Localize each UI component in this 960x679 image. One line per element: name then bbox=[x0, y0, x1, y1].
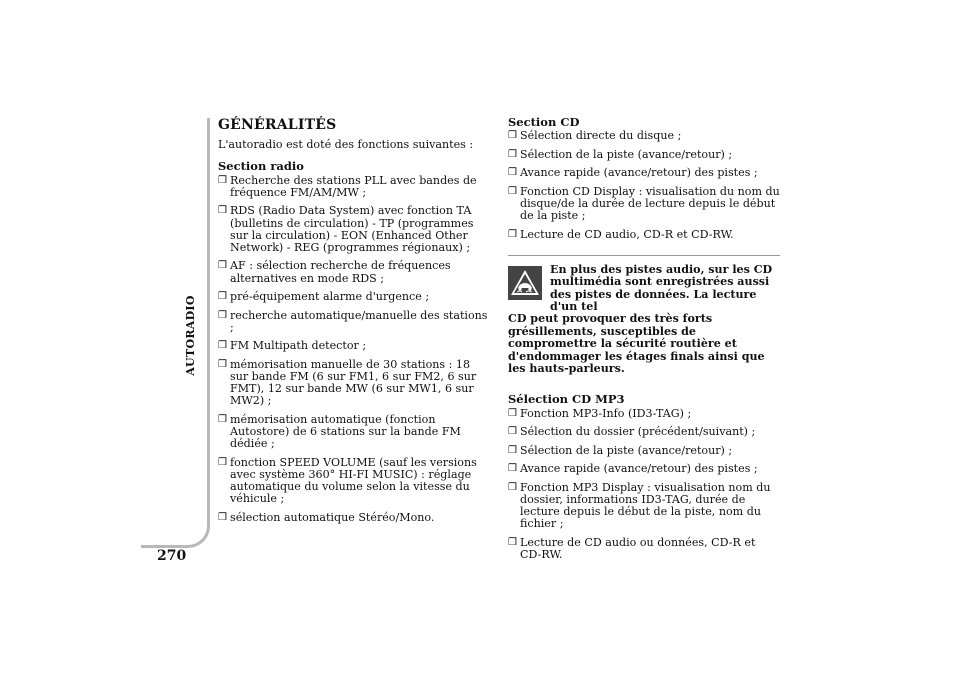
list-item: ❒ Avance rapide (avance/retour) des pistes ; bbox=[508, 166, 758, 180]
checkbox-bullet-icon: ❒ bbox=[508, 463, 517, 475]
checkbox-bullet-icon: ❒ bbox=[218, 511, 227, 523]
checkbox-bullet-icon: ❒ bbox=[508, 444, 517, 456]
cd-heading: Section CD bbox=[508, 115, 580, 129]
list-item: ❒ Sélection de la piste (avance/retour) ; bbox=[508, 147, 733, 161]
checkbox-bullet-icon: ❒ bbox=[218, 260, 227, 272]
cd-list bbox=[508, 130, 780, 241]
list-item: ❒ Fonction MP3 Display : visualisation nom du dossier, informations ID3-TAG, durée de lecture depuis le début de la piste, nom du fichier ; bbox=[508, 480, 771, 531]
warning-box bbox=[508, 264, 780, 376]
checkbox-bullet-icon: ❒ bbox=[218, 413, 227, 425]
checkbox-bullet-icon: ❒ bbox=[508, 167, 517, 179]
radio-heading: Section radio bbox=[218, 159, 304, 174]
checkbox-bullet-icon: ❒ bbox=[218, 358, 227, 370]
checkbox-bullet-icon: ❒ bbox=[218, 309, 227, 321]
mp3-heading: Sélection CD MP3 bbox=[508, 392, 625, 407]
list-item: ❒ Recherche des stations PLL avec bandes de fréquence FM/AM/MW ; bbox=[218, 173, 477, 199]
list-item: ❒ Sélection du dossier (précédent/suivant) ; bbox=[508, 425, 756, 439]
list-item: ❒ RDS (Radio Data System) avec fonction TA (bulletins de circulation) - TP (programmes sur la circulation) - EON (Enhanced Other Network) - REG (programmes régionaux) ; bbox=[218, 204, 474, 254]
checkbox-bullet-icon: ❒ bbox=[508, 130, 517, 142]
list-item: ❒ Fonction CD Display : visualisation du nom du disque/de la durée de lecture depuis le début de la piste ; bbox=[508, 184, 780, 223]
list-item: ❒ fonction SPEED VOLUME (sauf les versions avec système 360° HI-FI MUSIC) : réglage automatique du volume selon la vitesse du véhicule ; bbox=[218, 455, 477, 506]
warning-lead-text: En plus des pistes audio, sur les CD multimédia sont enregistrées aussi des pistes de données. La lecture d'un tel bbox=[550, 262, 773, 314]
warning-rest-text: CD peut provoquer des très forts grésillements, susceptibles de compromettre la sécurité routière et d'endommager les étages finals ainsi que les hauts-parleurs. bbox=[508, 312, 765, 376]
checkbox-bullet-icon: ❒ bbox=[508, 481, 517, 493]
checkbox-bullet-icon: ❒ bbox=[508, 426, 517, 438]
list-item: ❒ AF : sélection recherche de fréquences alternatives en mode RDS ; bbox=[218, 259, 451, 285]
list-item: ❒ Avance rapide (avance/retour) des pistes ; bbox=[508, 462, 758, 476]
section-tab bbox=[178, 270, 202, 400]
checkbox-bullet-icon: ❒ bbox=[218, 340, 227, 352]
list-item: ❒ Sélection de la piste (avance/retour) ; bbox=[508, 443, 733, 457]
mp3-list bbox=[508, 408, 780, 562]
checkbox-bullet-icon: ❒ bbox=[508, 536, 517, 548]
checkbox-bullet-icon: ❒ bbox=[218, 205, 227, 217]
checkbox-bullet-icon: ❒ bbox=[508, 407, 517, 419]
intro-text: L'autoradio est doté des fonctions suivantes : bbox=[218, 138, 474, 152]
checkbox-bullet-icon: ❒ bbox=[508, 148, 517, 160]
page-title: GÉNÉRALITÉS bbox=[218, 117, 337, 133]
warning-divider bbox=[508, 255, 780, 256]
radio-list bbox=[218, 175, 490, 525]
checkbox-bullet-icon: ❒ bbox=[508, 185, 517, 197]
car-skid-warning-icon bbox=[508, 266, 542, 300]
checkbox-bullet-icon: ❒ bbox=[218, 456, 227, 468]
list-item: ❒ sélection automatique Stéréo/Mono. bbox=[218, 510, 435, 524]
checkbox-bullet-icon: ❒ bbox=[218, 291, 227, 303]
checkbox-bullet-icon: ❒ bbox=[218, 174, 227, 186]
list-item: ❒ FM Multipath detector ; bbox=[218, 339, 367, 353]
right-column bbox=[508, 116, 780, 571]
list-item: ❒ mémorisation automatique (fonction Autostore) de 6 stations sur la bande FM dédiée ; bbox=[218, 412, 461, 451]
list-item: ❒ Lecture de CD audio ou données, CD-R et CD-RW. bbox=[508, 535, 756, 561]
list-item: ❒ pré-équipement alarme d'urgence ; bbox=[218, 290, 430, 304]
checkbox-bullet-icon: ❒ bbox=[508, 228, 517, 240]
page-number: 270 bbox=[157, 548, 187, 564]
list-item: ❒ Sélection directe du disque ; bbox=[508, 129, 682, 143]
section-label: AUTORADIO bbox=[183, 294, 197, 376]
list-item: ❒ recherche automatique/manuelle des stations ; bbox=[218, 308, 488, 334]
left-column bbox=[218, 116, 490, 534]
list-item: ❒ Fonction MP3-Info (ID3-TAG) ; bbox=[508, 406, 692, 420]
list-item: ❒ mémorisation manuelle de 30 stations : 18 sur bande FM (6 sur FM1, 6 sur FM2, 6 sur FMT), 12 sur bande MW (6 sur MW1, 6 sur MW2) ; bbox=[218, 357, 477, 408]
list-item: ❒ Lecture de CD audio, CD-R et CD-RW. bbox=[508, 227, 734, 241]
